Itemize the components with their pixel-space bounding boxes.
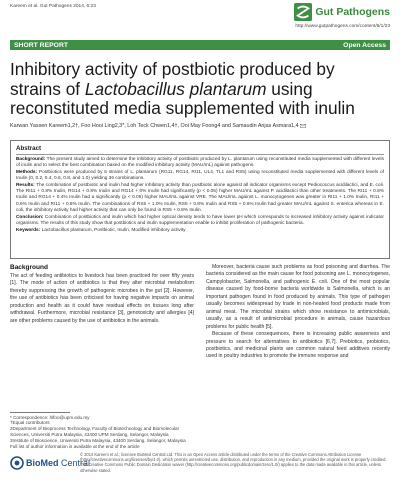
- abstract-methods-text: Postbiotics were produced by 6 strains of L. plantarum (RG11, RG14, RI11, UL4, TL1 and RS5) using reconstituted media supplemented with different levels of Inulin (0, 0.2, 0.4, 0.6, 0.8, and 1.0) yielding 36 combinations.: [16, 169, 384, 181]
- equal-contributors-footnote: †Equal contributors: [10, 420, 50, 426]
- abstract-methods: [16, 170, 384, 183]
- article-type-label: SHORT REPORT: [14, 41, 69, 49]
- envelope-icon[interactable]: [300, 124, 306, 128]
- footnotes: [10, 412, 194, 450]
- abstract-background-text: The present study aimed to determine the inhibitory activity of postbiotic produced by L. plantarum using reconstituted media supplemented with different levels of inulin and to select the best combination based on the modified inhibitory activity (MAU/mL) against pathogens.: [16, 156, 384, 168]
- abstract-keywords-text: Lactobacillus plantarum, Postbiotic, Inulin, Modified inhibitory activity: [40, 227, 186, 233]
- abstract-heading: Abstract: [16, 145, 42, 152]
- author-info-footnote: Full list of author information is available at the end of the article: [10, 444, 140, 450]
- body-column-left: [10, 264, 194, 325]
- abstract-conclusion: [16, 215, 384, 228]
- abstract-results: [16, 183, 384, 215]
- author-list: [10, 123, 390, 130]
- article-url-link[interactable]: http://www.gutpathogens.com/content/6/1/23: [295, 24, 390, 29]
- article-title: [10, 60, 390, 119]
- license-text: © 2014 Kareem et al.; licensee BioMed Central Ltd. This is an Open Access article distributed under the terms of the Creative Commons Attribution License (http://creativecommons.org/licenses/by/4.0), which permits unrestricted use, distribution, and reproduction in any medium, provided the original work is properly credited. The Creative Commons Public Domain Dedication waiver (http://creativecommons.org/publicdomain/zero/1.0/) applies to the data made available in this article, unless otherwise stated.: [80, 452, 387, 473]
- title-species: Lactobacillus plantarum: [84, 78, 267, 99]
- abstract-box: [10, 140, 390, 259]
- abstract-body: [11, 155, 389, 237]
- body-paragraph: Because of these consequences, there is increasing public awareness and pressure to search for alternatives to antibiotics [6,7]. Prebiotics, probiotics, postbiotics, and medicinal plants are common natural feed additives recently used in poultry industries to promote the immune response and: [206, 331, 390, 360]
- title-part-2: using reconstituted media supplemented with inulin: [10, 78, 355, 118]
- affiliation-footnote: 3Institute of Bioscience, Universiti Putra Malaysia, 43400 Serdang, Selangor, Malaysia: [10, 438, 186, 444]
- abstract-methods-label: Methods:: [16, 169, 38, 175]
- journal-brand[interactable]: [294, 3, 390, 21]
- abstract-conclusion-label: Conclusion:: [16, 214, 44, 220]
- publisher-name-light: Central: [58, 458, 91, 468]
- body-column-right: [206, 264, 390, 361]
- publisher-name-bold: BioMed: [26, 458, 59, 468]
- affiliation-footnote: 2Department of Bioprocess Technology, Faculty of Biotechnology and Biomolecular Sciences, Universiti Putra Malaysia, 43400 UPM Serdang, Selangor, Malaysia: [10, 426, 180, 438]
- article-citation: Kareem et al. Gut Pathogens 2014, 6:23: [10, 4, 96, 9]
- body-paragraph: Moreover, bacteria cause such problems as food poisoning and diarrhea. The bacteria considered as the main cause for food poisoning are L. monocytogenes, Campylobacter, Salmonella, and pathogenic E. coli. One of the most popular disease caused by food-borne bacteria worldwide is Salmonella, which is an important pathogen found in food produced by animals. This type of pathogen usually becomes widespread by trade in non-heated food products made from animal meat. The microbial strains which show resistance to antimicrobials, usually, as a result of antimicrobial procedure in animals, cause hazardous problems for public health [5].: [206, 264, 390, 330]
- first-author[interactable]: Karwan Yassen Kareem: [10, 123, 68, 129]
- abstract-keywords-label: Keywords:: [16, 227, 41, 233]
- biomed-central-logo-icon: [10, 456, 24, 470]
- footnote-divider: [10, 412, 70, 413]
- abstract-keywords: [16, 228, 384, 234]
- article-type-banner: [10, 40, 390, 50]
- title-part-1: Inhibitory activity of postbiotic produced by strains of: [10, 59, 335, 99]
- abstract-background-label: Background:: [16, 156, 46, 162]
- abstract-conclusion-text: Combination of postbiotics and inulin which had higher optical density tends to have lower pH which corresponds to increased inhibitory activity against indicator organisms. The results of this study show that postbiotics and inulin supplementation enable to inhibit proliferation of pathogenic bacteria.: [16, 214, 384, 227]
- abstract-results-label: Results:: [16, 182, 35, 188]
- abstract-results-text: The combination of postbiotic and inulin had higher inhibitory activity than postbiotic alone against all indicator organisms except Pediococcus acidilactici, and E. coli. The RI11 + 0.8% Inulin, RG14 + 0.8% Inulin and RG14 + 0% Inulin had significantly (p < 0.05) higher MAU/mL against P. acidilactici than other treatments. The RI11 + 0.8% Inulin and RG14 + 0.4% Inulin had a significantly (p < 0.05) higher MAU/mL against VRE. The MAU/mL against L. monocytogenes was greater in RI11 + 1.0% Inulin, RI11 + 0.6% Inulin and RI11 + 0.8% Inulin. The combinations of RS5 + 1.0% Inulin, RS5 + 0.8% Inulin and RS5 + 0.6% Inulin had greater MAU/mL against S. enterica whereas in E. coli, the inhibitory activity had higher activity that can only be found in RS5 + 0.8% Inulin.: [16, 182, 384, 214]
- abstract-background: [16, 157, 384, 170]
- other-authors: 1,2†, Foo Hooi Ling2,3*, Loh Teck Chwen1,4†, Ooi May Foong4 and Samaudin Anjas Asmara1,4: [67, 123, 299, 129]
- gut-pathogens-logo-icon: [294, 3, 312, 21]
- journal-name: Gut Pathogens: [315, 6, 390, 18]
- body-paragraph: The act of feeding antibiotics to livestock has been practiced for over fifty years [1]. The mode of action of antibiotics is that they alter microbial metabolism thereby suppressing the growth of pathogenic microbes in the gut [2]. However, the use of antibiotics has been criticised for having negative impacts on animal production and health as it could have residual effects on tissues long after withdrawal. Furthermore, microbial resistance [3], genotoxicity and allergies [4] are other problems caused by the use of antibiotics in the animals.: [10, 273, 194, 324]
- open-access-label: Open Access: [343, 41, 386, 49]
- section-heading-background: Background: [10, 264, 48, 271]
- publisher-brand[interactable]: [10, 456, 90, 470]
- correspondence-footnote[interactable]: * Correspondence: hlfoo@upm.edu.my: [10, 414, 90, 420]
